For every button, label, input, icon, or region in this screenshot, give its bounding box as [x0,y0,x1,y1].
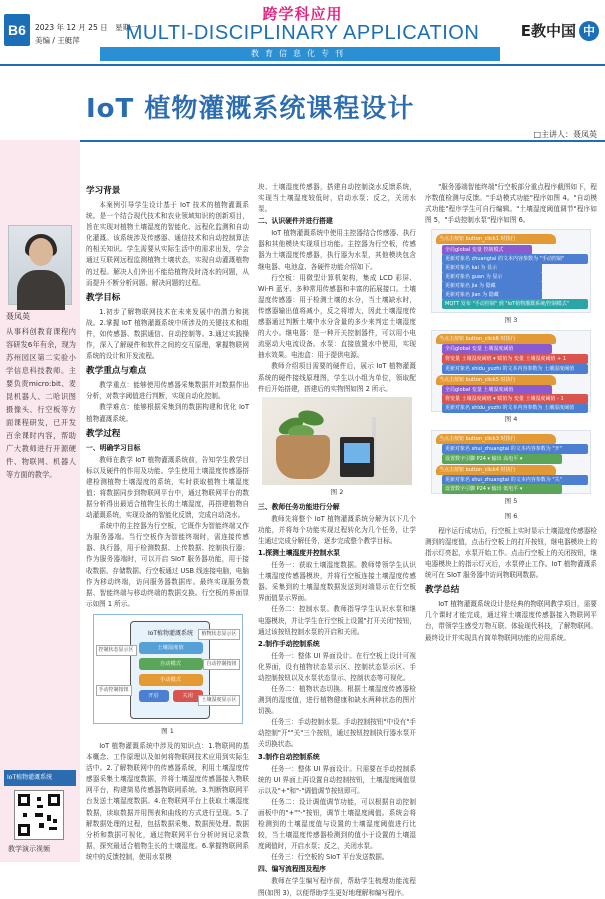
figure-caption: 图 1 [161,726,174,735]
code-block: 当点击按钮 button_click4 时执行 [436,465,556,475]
figure-caption: 图 5 [504,496,518,505]
code-block: 更新对象名 shui_zhuangtai 的文本内容参数为 "关" [442,475,588,485]
column-1 [86,182,249,863]
section-title-en: MULTI-DISCIPLINARY APPLICATION [125,22,480,44]
code-block: 更新对象名 shui_zhuangtai 的文本内容参数为 "开" [442,444,588,454]
code-block: 更新对象名 guan 为 显示 [442,272,542,282]
article-title: IoT 植物灌溉系统课程设计 [86,94,415,124]
heading-key-points: 教学重点与难点 [86,366,147,377]
figure-1-ui [93,614,243,724]
column-3 [425,182,597,644]
paragraph: 块、土壤湿度传感器，搭建自动控制浇水反馈系统，实现当土壤湿度较低时，启动水泵；反之，关闭水泵。 [258,183,416,214]
paragraph: 任务二：植物状态切换。根据土壤湿度传感器检测到的湿度值，进行植物健康和缺水两种状态的图片切换。 [258,685,416,716]
paragraph: IoT 植物灌溉系统中涉及的知识点：1.物联网的基本概念、工作原理以及如何将物联网技术应用到实际生活中。2.了解物联网中的传感器系统，利用土壤湿度传感器采集土壤湿度数据，并将土壤湿度传感器接入物联网平台，构建简易传感器物联网系统。3.判断物联网平台发送土壤湿度数据。4.在物联网平台上获取土壤湿度数据，读取数据并用图表和曲线的方式进行呈现。5.了解数据处理的过程，包括数据采集、数据预处理、数据分析和数据可视化，通过物联网平台分析时间记录数据，探究最适合植物生长的土壤湿度。6.掌握物联网系统中的反馈控制，使用水泵模 [86,742,249,861]
fig1-label: 手动控制按钮 [96,685,132,696]
logo-mark-icon: 中 [579,21,599,41]
paragraph: 任务三：行空板的 SIoT 平台发送数据。 [271,853,389,862]
code-block: 全局global 变量 土壤湿度阈值 [442,344,552,354]
code-block: MQTT 发布 "手动控制" 到 "IoT植物灌溉系统/控制模式" [442,299,588,309]
code-block: 当点击按钮 button_click5 时执行 [436,375,556,385]
paragraph: 任务一：整体 UI 界面设计。只需要在手动控制系统的 UI 界面上再设置自动控制按钮，土壤湿度阈值显示以及"+"和"-"调值调节按钮即可。 [258,764,416,795]
paragraph: 系统中的主控器为行空板，它既作为智能终端又作为服务器端。当行空板作为智能终端时，需连接传感器、执行器，用于检测数据、上传数据、控制执行器；作为服务器端时，可以开启 SIoT 服务器功能，用于接收数据、存储数据。行空板通过 USB 线连接电脑，电脑作为移动终端，访问服务器数据库。最终实现服务数据、智能终端与移动终端的数据交换。行空板的界面显示如图 1 所示。 [86,522,249,608]
code-block: 更新对象名 jian 为 隐藏 [442,290,542,300]
figure-caption: 图 4 [504,415,518,424]
video-thumbnail[interactable]: IoT植物灌溉系统 [4,770,76,786]
code-block: 更新对象名 kai 为 显示 [442,263,542,273]
code-block: 设置数字引脚 P24 ▾ 输出 高电平 ▾ [442,454,562,464]
paragraph: 教师先将整个 IoT 植物灌溉系统分解为以下几个功能，并将每个功能实现过程转化为几个任务，让学生通过完成分解任务，逐步完成整个教学目标。 [258,514,416,545]
heading-process: 教学过程 [86,428,121,439]
logo-text: E教中国 [520,22,576,40]
section-title-cn: 跨学科应用 [262,5,343,23]
app-title: IoT植物灌溉系统 [147,629,194,637]
figure-2-photo [262,397,412,485]
code-block: 更新对象名 jia 为 隐藏 [442,281,542,291]
fig1-label: 控制状态显示区 [96,645,137,656]
subheading: 二、认识硬件并进行搭建 [258,217,333,226]
paragraph: 本案例引导学生设计基于 IoT 技术的植物灌溉系统。是一个结合现代技术和农业领域知识的创新项目，旨在实现对植物土壤湿度的智能化、远程化监测和自动化灌溉。该系统涉及传感器、通信技术和自动控制算法的相关知识。学生需要从实际生活中的需求出发，学会通过互联网远程监测植物土壤状态，实现自动灌溉植物的过程。解决人们外出不能给植物及时浇水的问题，从而提升不断分析问题、解决问题的过程。 [86,201,249,287]
subheading: 一、明确学习目标 [86,443,141,452]
manual-mode-button[interactable]: 手动模式 [139,674,203,686]
heading-goals: 教学目标 [86,292,121,303]
figure-3-blocks [431,229,591,313]
heading-background: 学习背景 [86,186,121,196]
paragraph: IoT 植物灌溉系统中使用主控器结合传感器、执行器和其他模块实现项目功能。主控器为行空板，传感器为土壤湿度传感器，执行器为水泵，其他模块包含继电器、电池盒、各硬件功能介绍如下。 [258,229,416,271]
code-block: 当点击按钮 button_click1 时执行 [436,234,556,244]
column-2 [258,182,416,899]
paragraph: 教师在教学 IoT 植物灌溉系统前，告知学生教学目标以及硬件的作用及功能。学生使用土壤湿度传感器搭建检测植物土壤湿度的系统，实时获取植物土壤湿度值；将数据同步到物联网平台中，通过物联网平台的数据分析得出最适合植物生长的土壤湿度，再搭建植物自动灌溉系统，实现设备的智能化反馈，完成自动浇水。 [86,455,249,520]
code-block: 更新对象名 shidu_yuzhi 的文本内容参数为 土壤湿度阈值 [442,364,588,374]
code-block: 全局global 变量 控制模式 [442,245,532,255]
subheading: 四、编写流程图及程序 [258,865,326,874]
subheading: 3.制作自动控制系统 [258,752,320,761]
figure-caption: 图 2 [330,487,344,496]
paragraph: 行空板：用微型计算机架构，集成 LCD 彩屏、Wi-Fi 蓝牙、多种常用传感器和丰富的拓展接口。土壤湿度传感器：用于检测土壤的水分，当土壤缺水时，传感器输出值将减小，反之将增大，因此土壤湿度传感器通过判断土壤中水分含量的多少来判定土壤湿度的大小。继电器：是一种开关控制器件，可以用小电流驱动大电流设备。水泵：直接放置水中使用，实现抽水效果。电池盒：用于提供电源。 [258,273,416,360]
paragraph: 教师介绍项目需要的硬件后，展示 IoT 植物灌溉系统的硬件接线原理图，学生以小组为单位，领取配件后开始搭建，搭建后的实物图如图 2 所示。 [258,362,416,393]
paragraph: "服务器端智能终端"行空板部分重点程序截图如下，程序数值检测与反馈。"手动模式功能"程序如图 4。"自动模式功能"程序学生可自行编辑。"土壤湿度阈值调节"程序如图 5，"手动控制水泵"程序如图 6。 [425,183,597,225]
code-block: 当点击按钮 button_click6 时执行 [436,334,556,344]
figure-4-blocks [431,330,591,412]
paragraph: 教师在学生编写程序前，帮助学生梳理功能流程图(如图 3)，以便帮助学生更好地理解和编写程序。 [258,877,416,897]
subsection-banner: 教育信息化专刊 [100,47,500,61]
page-badge: B6 [4,14,30,46]
code-block: 更新对象名 shidu_yuzhi 的文本内容参数为 土壤湿度阈值 [442,403,588,413]
editor-credit: 美编 / 王艇萍 [35,36,80,45]
humidity-value-button[interactable]: 土壤湿度值 [139,642,203,654]
issue-date: 2023 年 12 月 25 日 星期一 [35,23,138,32]
paragraph: 任务一：获取土壤湿度数据。教师带领学生认识土壤湿度传感器模块，并将行空板连接土壤湿度传感器。采集到的土壤湿度数据发送到对端显示在行空板界面值显示界面。 [258,561,416,603]
article-host: □主讲人：聂凤英 [533,130,597,139]
subheading: 1.探测土壤湿度并控制水泵 [258,549,341,558]
paragraph: 任务一：整体 UI 界面设计。在行空板上设计可视化界面，设有植物状态显示区、控制状态显示区、手动控制按钮以及水泵状态显示、控制状态等可视化。 [258,651,416,682]
author-photo [8,225,72,305]
paragraph: 教学重点：能够使用传感器采集数据并对数据作出分析，对数字阈值进行判断，实现自动化控制。 [86,381,249,401]
header-divider [0,64,605,66]
code-block: 将变量 土壤湿度阈值 ▾ 赋值为 变量 土壤湿度阈值 - 1 [442,394,588,404]
subheading: 2.制作手动控制系统 [258,639,320,648]
fig1-label: 自动控制按钮 [203,659,239,670]
paragraph: 1.初步了解物联网技术在未来发展中的潜力和挑战。2.掌握 IoT 植物灌溉系统中所涉及的关键技术和组件，如传感器、数据通信、自动控制等。3.通过实践操作，深入了解硬件和软件之间的交互原理，掌握物联网系统的设计和开发流程。 [86,307,249,361]
author-bio: 从事科创教育课程内容研发6年有余，现为苏州园区第二实验小学信息科技教师。主要负责micro:bit、麦昆机器人、二哈识图摄像头、行空板等方面课程研发，已开发百余课时内容，帮助广大教师进行开源硬件、物联网、机器人等方面的教学。 [6,327,76,479]
qr-caption: 教学演示视频 [8,845,50,853]
e-education-china-logo-icon [521,20,599,41]
paragraph: 任务二：设计调值调节功能，可以根据自动控制面板中的"+""-"按钮，调节土壤湿度阈值。系统会将检测到的土壤湿度值与设置的土壤湿度阈值进行比较，当土壤湿度传感器检测到的值小于设置的土壤湿度阈值时，开启水泵；反之，关闭水泵。 [258,797,416,851]
title-divider [0,140,605,142]
paragraph: 程序运行成功后，行空板上实时显示土壤湿度传感器检测到的湿度值，点击行空板上的打开按钮，继电器模块上的指示灯亮起，水泵开始工作。点击行空板上的关闭按钮，继电器模块上的指示灯灭后，水泵停止工作。IoT 植物灌溉系统可在 SIoT 服务器中访问物联网数据。 [425,526,597,580]
page-header [0,0,605,58]
code-block: 将变量 土壤湿度阈值 ▾ 赋值为 变量 土壤湿度阈值 + 1 [442,354,588,364]
heading-summary: 教学总结 [425,585,460,596]
paragraph: 任务三：手动控制水泵。手动控制按钮"中设有"手动控制"开""关"三个按钮，通过按钮控制执行器水泵开关切换状态。 [258,718,416,749]
paragraph: 任务二：控制水泵。教师指导学生认识水泵和继电器模块，并让学生在行空板上设置"打开关闭"按钮，通过该按钮控制水泵的开启和关闭。 [258,605,416,636]
figure-caption: 图 3 [504,316,518,325]
subheading: 三、教师任务功能进行分解 [258,502,340,511]
open-button[interactable]: 开启 [139,690,169,702]
code-block: 更新对象名 zhuangtai 的文本内容参数为 "手动控制" [442,254,588,264]
fig1-label: 土壤湿度显示区 [198,695,239,706]
fig1-label: 植物状态显示区 [198,629,239,640]
qr-code-icon[interactable] [14,790,64,840]
figure-caption: 图 6 [504,511,518,520]
code-block: 当点击按钮 button_click3 时执行 [436,434,556,444]
paragraph: 教学难点：能够根据采集到的数据构建和优化 IoT 植物灌溉系统。 [86,403,249,423]
code-block: 全局global 变量 土壤湿度阈值 [442,385,552,395]
close-button[interactable]: 关闭 [173,690,203,702]
auto-mode-button[interactable]: 自动模式 [139,658,203,670]
author-name: 聂凤英 [6,312,30,321]
figure-5-blocks [431,430,591,494]
paragraph: IoT 植物灌溉系统设计是经典的物联网教学项目，需要几个课时才能完成，通过将土壤湿度传感器接入物联网平台，带领学生感受万物互联、体验现代科技，了解物联网。最终设计并实现具有简单物联网功能的应用系统。 [425,600,597,642]
code-block: 设置数字引脚 P24 ▾ 输出 低电平 ▾ [442,484,562,494]
